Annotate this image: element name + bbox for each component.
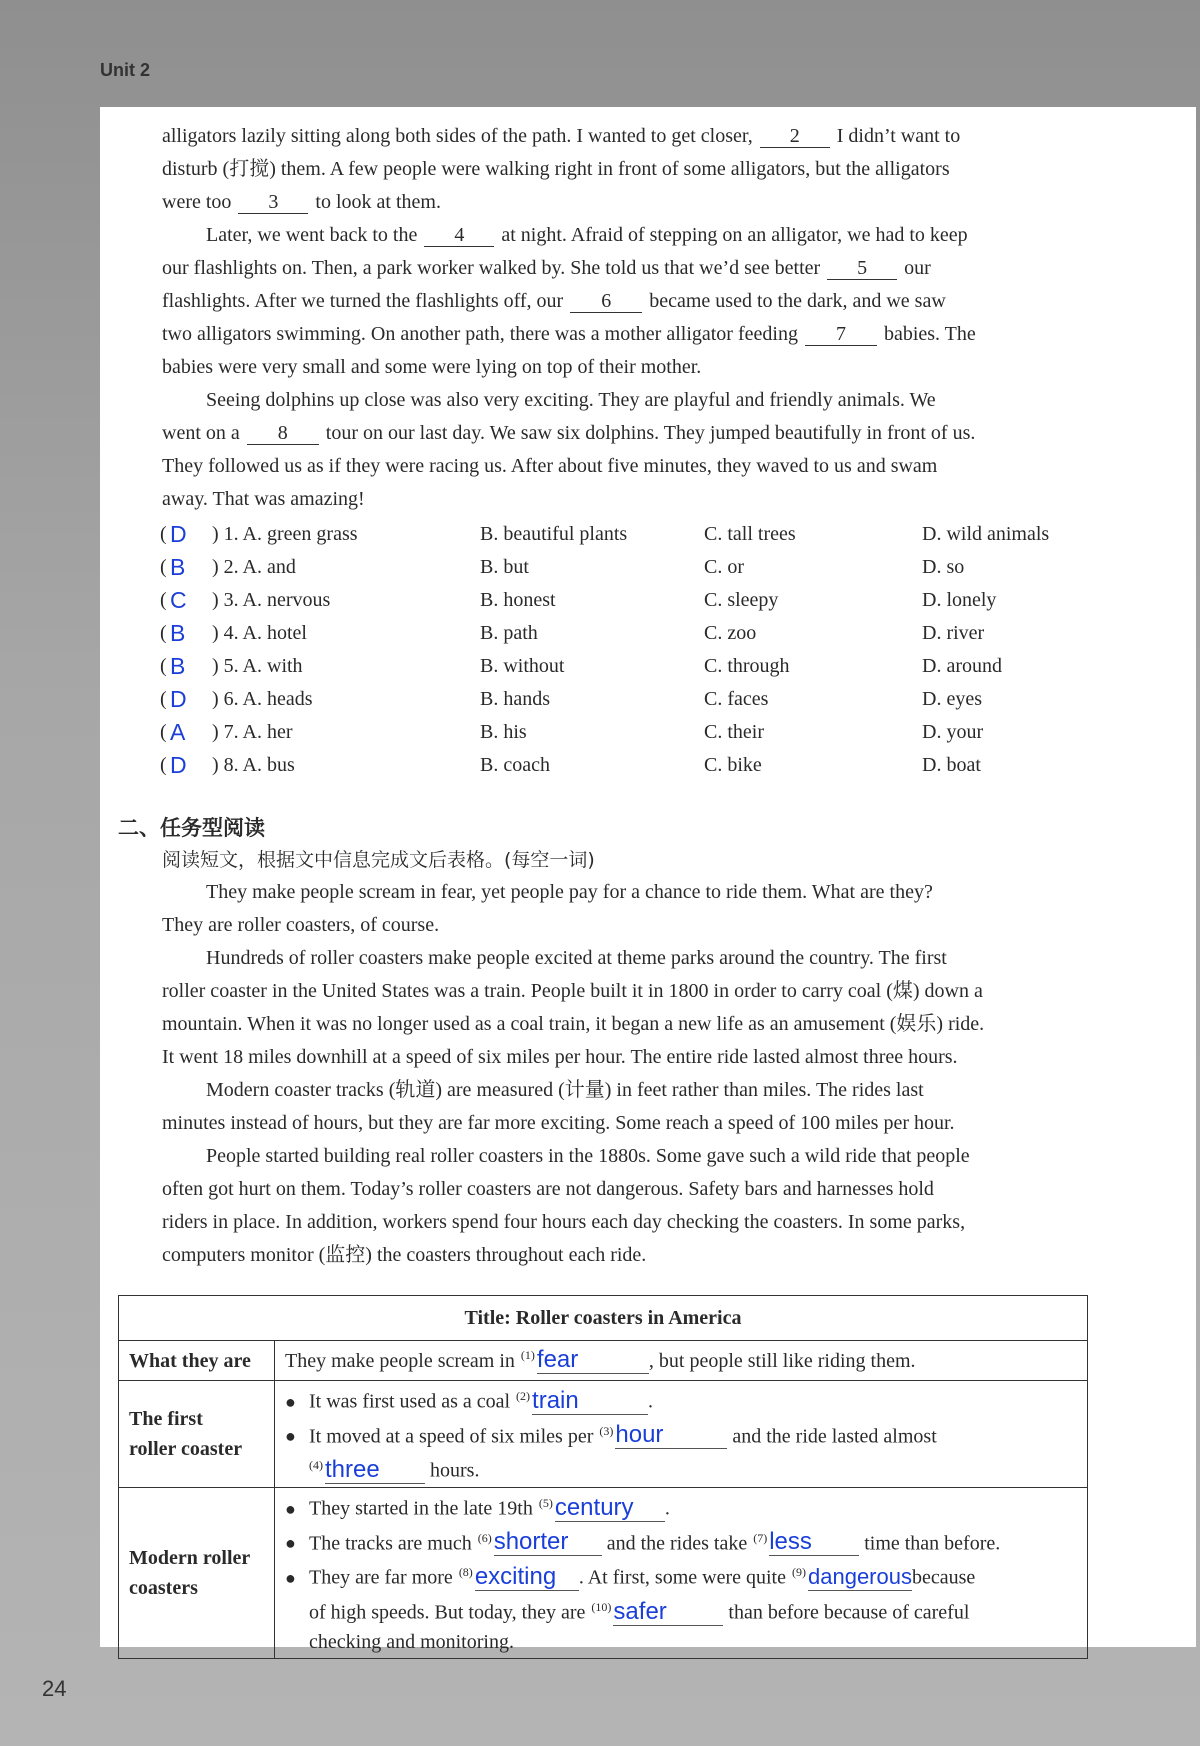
row-body-modern: ● They started in the late 19th $^{(5)}$century . ● The tracks are much $^{(6)}$shorter and the rides take $^{(7)}$less time than before. ● They are far more $^{(8)}$exciting . At first, some were quite $^{(9)}$dangerousbecause of high speeds. But today, they are $^{(10)}$safer than before because of careful checking and monitoring. [275, 1487, 1088, 1658]
option-row-1: ( D ) 1. A. green grass B. beautiful plants C. tall trees D. wild animals [160, 518, 1080, 551]
passage-line: babies were very small and some were lying on top of their mother. [162, 356, 702, 378]
handwritten-answer: C [170, 587, 187, 613]
answer-10: safer [613, 1599, 723, 1626]
handwritten-answer: B [170, 620, 186, 646]
option-row-5: ( B ) 5. A. with B. without C. through D. around [160, 650, 1080, 683]
passage-line: computers monitor (监控) the coasters throughout each ride. [162, 1244, 647, 1266]
passage-alligators [162, 120, 1082, 516]
handwritten-answer: B [170, 653, 186, 679]
answer-9: dangerous [808, 1563, 912, 1589]
answer-3: hour [615, 1422, 727, 1449]
handwritten-answer: B [170, 554, 186, 580]
row-body-first: ● It was first used as a coal $^{(2)}$train . ● It moved at a speed of six miles per $^{(3)}$hour and the ride lasted almost $^{(4)}$three hours. [275, 1381, 1088, 1488]
blank-6: 6 [570, 290, 642, 313]
row-head-modern: Modern roller coasters [119, 1487, 275, 1658]
blank-3: 3 [238, 191, 308, 214]
passage-line: alligators lazily sitting along both sides of the path. I wanted to get closer, 2 I didn’t want to [162, 125, 961, 147]
option-row-2: ( B ) 2. A. and B. but C. or D. so [160, 551, 1080, 584]
passage-line: Seeing dolphins up close was also very exciting. They are playful and friendly animals. We [206, 389, 936, 411]
bullet-icon: ● [285, 1567, 296, 1588]
handwritten-answer: D [170, 521, 187, 547]
blank-4: 4 [424, 224, 494, 247]
blank-7: 7 [805, 323, 877, 346]
passage-line: It went 18 miles downhill at a speed of six miles per hour. The entire ride lasted almost three hours. [162, 1046, 958, 1068]
passage-line: were too 3 to look at them. [162, 191, 441, 213]
option-row-3: ( C ) 3. A. nervous B. honest C. sleepy D. lonely [160, 584, 1080, 617]
summary-table [118, 1295, 1088, 1659]
row-body-what: They make people scream in $^{(1)}$fear , but people still like riding them. [275, 1341, 1088, 1381]
answer-2: train [532, 1388, 648, 1415]
handwritten-answer: A [170, 719, 186, 745]
passage-line: two alligators swimming. On another path, there was a mother alligator feeding 7 babies. The [162, 323, 976, 345]
row-head-what: What they are [119, 1341, 275, 1381]
answer-8: exciting [475, 1564, 579, 1591]
passage-line: flashlights. After we turned the flashlights off, our 6 became used to the dark, and we saw [162, 290, 946, 312]
passage-line: They followed us as if they were racing us. After about five minutes, they waved to us and swam [162, 455, 938, 477]
passage-line: They make people scream in fear, yet people pay for a chance to ride them. What are they? [206, 881, 933, 903]
section-title: 二、任务型阅读 [118, 816, 265, 840]
bullet-icon: ● [285, 1391, 296, 1412]
row-head-first: The first roller coaster [119, 1381, 275, 1488]
passage-line: away. That was amazing! [162, 488, 365, 510]
answer-5: century [555, 1495, 665, 1522]
answer-7: less [769, 1529, 859, 1556]
answer-4: three [325, 1457, 425, 1484]
passage-line: Later, we went back to the 4 at night. Afraid of stepping on an alligator, we had to keep [206, 224, 968, 246]
bullet-icon: ● [285, 1426, 296, 1447]
multiple-choice-options [160, 518, 1080, 782]
handwritten-answer: D [170, 686, 187, 712]
page-number: 24 [42, 1676, 67, 1701]
table-title: Title: Roller coasters in America [119, 1296, 1088, 1341]
bullet-icon: ● [285, 1533, 296, 1554]
passage-line: our flashlights on. Then, a park worker walked by. She told us that we’d see better 5 our [162, 257, 931, 279]
bullet-icon: ● [285, 1498, 296, 1519]
passage-line: went on a 8 tour on our last day. We saw six dolphins. They jumped beautifully in front of us. [162, 422, 976, 444]
passage-line: Hundreds of roller coasters make people excited at theme parks around the country. The first [206, 947, 947, 969]
answer-6: shorter [494, 1529, 602, 1556]
passage-line: Modern coaster tracks (轨道) are measured (计量) in feet rather than miles. The rides last [206, 1079, 924, 1101]
handwritten-answer: D [170, 752, 187, 778]
passage-roller-coasters [162, 876, 1082, 1272]
passage-line: People started building real roller coasters in the 1880s. Some gave such a wild ride that people [206, 1145, 970, 1167]
section-instruction: 阅读短文，根据文中信息完成文后表格。(每空一词) [162, 849, 595, 871]
passage-line: often got hurt on them. Today’s roller coasters are not dangerous. Safety bars and harnesses hold [162, 1178, 934, 1200]
option-row-7: ( A ) 7. A. her B. his C. their D. your [160, 716, 1080, 749]
passage-line: roller coaster in the United States was a train. People built it in 1800 in order to carry coal (煤) down a [162, 980, 983, 1002]
blank-8: 8 [247, 422, 319, 445]
blank-5: 5 [827, 257, 897, 280]
answer-1: fear [537, 1347, 649, 1374]
passage-line: minutes instead of hours, but they are far more exciting. Some reach a speed of 100 miles per hour. [162, 1112, 955, 1134]
passage-line: mountain. When it was no longer used as a coal train, it began a new life as an amusement (娱乐) ride. [162, 1013, 985, 1035]
passage-line: They are roller coasters, of course. [162, 914, 440, 936]
blank-2: 2 [760, 125, 830, 148]
passage-line: disturb (打搅) them. A few people were walking right in front of some alligators, but the alligators [162, 158, 950, 180]
option-row-6: ( D ) 6. A. heads B. hands C. faces D. eyes [160, 683, 1080, 716]
passage-line: riders in place. In addition, workers spend four hours each day checking the coasters. In some parks, [162, 1211, 966, 1233]
option-row-8: ( D ) 8. A. bus B. coach C. bike D. boat [160, 749, 1080, 782]
unit-label: Unit 2 [100, 60, 151, 80]
option-row-4: ( B ) 4. A. hotel B. path C. zoo D. river [160, 617, 1080, 650]
